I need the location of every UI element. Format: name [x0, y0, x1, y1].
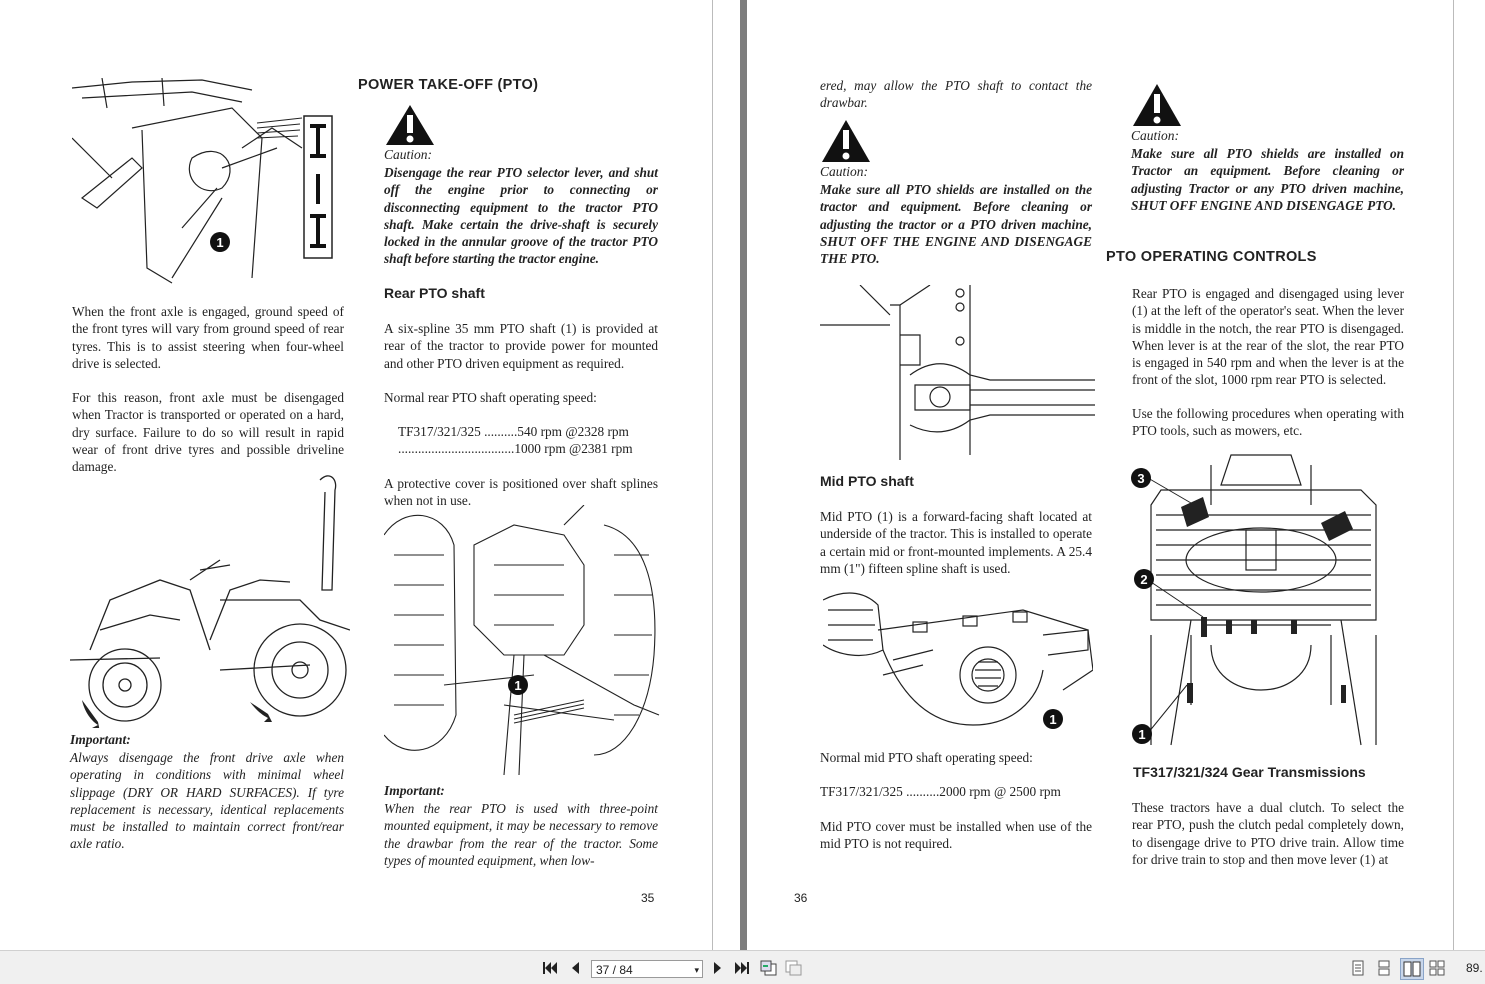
mid-cover-text: Mid PTO cover must be installed when use of the mid PTO is not required.	[820, 819, 1092, 852]
caution-text: Disengage the rear PTO selector lever, and shut off the engine prior to connecting or disconnecting equipment to the tractor PTO shaft. Make certain the drive-shaft is securely locked in the annular groove of the tractor PTO shaft before starting the tractor engine.	[384, 165, 658, 267]
caution-text: Make sure all PTO shields are installed on the tractor and equipment. Before cleaning or adjusting the tractor or a PTO driven machine, SHUT OFF THE ENGINE AND DISENGAGE THE PTO.	[820, 182, 1092, 267]
gear-title: TF317/321/324 Gear Transmissions	[1133, 764, 1366, 780]
rear-pto-text: A six-spline 35 mm PTO shaft (1) is provided at rear of the tractor to provide power for mounted and other PTO driven equipment as required.	[384, 321, 658, 371]
important2-label: Important:	[384, 783, 445, 798]
mid-speed-label: Normal mid PTO shaft operating speed:	[820, 750, 1033, 765]
pto-drawbar-figure	[820, 285, 1095, 460]
last-page-button[interactable]	[733, 959, 751, 977]
previous-page-button[interactable]	[566, 959, 584, 977]
mid-speed-line: TF317/321/325 ..........2000 rpm @ 2500 rpm	[820, 784, 1061, 799]
continuous-view-icon[interactable]	[1377, 960, 1391, 976]
last-page-icon	[734, 961, 750, 975]
first-page-button[interactable]	[541, 959, 559, 977]
previous-page-icon	[569, 961, 581, 975]
important-label: Important:	[70, 732, 131, 747]
procedures-text: Use the following procedures when operating with PTO tools, such as mowers, etc.	[1132, 406, 1404, 439]
caution-label: Caution:	[820, 164, 869, 179]
pdf-toolbar	[0, 950, 1485, 984]
single-page-view-icon[interactable]	[1351, 960, 1365, 976]
previous-view-icon	[760, 960, 778, 976]
section-title: POWER TAKE-OFF (PTO)	[358, 77, 539, 93]
rear-speed-label: Normal rear PTO shaft operating speed:	[384, 390, 597, 405]
important2-text: When the rear PTO is used with three-point mounted equipment, it may be necessary to remove the drawbar from the rear of the tractor. Some types of mounted equipment, when low-	[384, 801, 658, 868]
callout-number: 2	[1140, 572, 1148, 587]
next-view-button[interactable]	[785, 959, 803, 977]
rear-speed-line-1: TF317/321/325 ..........540 rpm @2328 rpm	[398, 424, 629, 439]
page-divider	[1453, 0, 1454, 950]
right-page	[747, 0, 1485, 950]
caution2-text: Make sure all PTO shields are installed on Tractor an equipment. Before cleaning or adjusting Tractor or any PTO driven machine, SHUT OFF ENGINE AND DISENGAGE PTO.	[1131, 146, 1404, 213]
callout-number: 1	[514, 678, 522, 693]
previous-view-button[interactable]	[760, 959, 778, 977]
caution-label: Caution:	[384, 147, 433, 162]
page-number-value: 37 / 84	[596, 963, 633, 977]
mid-pto-title: Mid PTO shaft	[820, 473, 914, 489]
warning-triangle-icon	[384, 103, 436, 147]
callout-number: 1	[1049, 712, 1057, 727]
page-number-field[interactable]	[591, 960, 703, 978]
warning-triangle-icon	[820, 118, 872, 164]
next-view-icon	[785, 960, 803, 976]
page-number: 36	[794, 891, 808, 905]
rear-pto-figure	[384, 505, 664, 780]
tractor-side-figure	[70, 470, 350, 728]
left-page	[0, 0, 740, 950]
callout-number: 1	[1138, 727, 1146, 742]
next-page-button[interactable]	[709, 959, 727, 977]
controls-title: PTO OPERATING CONTROLS	[1106, 249, 1317, 265]
first-page-icon	[542, 961, 558, 975]
two-page-view-button[interactable]	[1400, 958, 1424, 980]
mid-pto-figure	[823, 590, 1093, 735]
two-page-continuous-icon[interactable]	[1429, 960, 1445, 976]
disengage-paragraph: For this reason, front axle must be disengaged when Tractor is transported or operated on a hard, dry surface. Failure to do so will result in rapid wear of front drive tyres and possible driveline damage.	[72, 390, 344, 475]
callout-number: 1	[216, 235, 224, 250]
front-axle-paragraph: When the front axle is engaged, ground speed of the front tyres will vary from ground speed of rear tyres. This is to assist steering when four-wheel drive is selected.	[72, 304, 344, 371]
cover-text: A protective cover is positioned over shaft splines when not in use.	[384, 476, 658, 509]
rear-speed-line-2: ...................................1000 rpm @2381 rpm	[398, 441, 633, 456]
caution2-label: Caution:	[1131, 128, 1180, 143]
continued-text: ered, may allow the PTO shaft to contact the drawbar.	[820, 78, 1092, 111]
rear-pto-title: Rear PTO shaft	[384, 285, 485, 301]
page-number: 35	[641, 891, 655, 905]
important-text: Always disengage the front drive axle when operating in conditions with minimal wheel slippage (DRY OR HARD SURFACES). If tyre replacement is necessary, identical replacements must be installed to maintain correct front/rear axle ratio.	[70, 750, 344, 852]
zoom-level[interactable]: 89.	[1466, 961, 1483, 975]
gear-text: These tractors have a dual clutch. To select the rear PTO, push the clutch pedal completely down, to disengage drive to PTO drive train. Allow time for drive train to stop and then move lever (1) at	[1132, 800, 1404, 867]
chevron-down-icon[interactable]: ▾	[694, 965, 699, 975]
mid-pto-text: Mid PTO (1) is a forward-facing shaft located at underside of the tractor. This is installed to operate a certain mid or front-mounted implements. A 25.4 mm (1") fifteen spline shaft is used.	[820, 509, 1092, 576]
next-page-icon	[712, 961, 724, 975]
callout-number: 3	[1137, 471, 1145, 486]
operator-station-figure	[1131, 445, 1393, 750]
front-axle-lever-figure	[72, 78, 334, 288]
two-page-view-icon	[1402, 961, 1422, 977]
warning-triangle-icon	[1131, 82, 1183, 128]
page-divider	[712, 0, 713, 950]
controls-text: Rear PTO is engaged and disengaged using lever (1) at the left of the operator's seat. When the lever is middle in the notch, the rear PTO is disengaged. When lever is at the rear of the slot, the rear PTO is engaged in 540 rpm and when the lever is at the front of the slot, 1000 rpm rear PTO is selected.	[1132, 286, 1404, 388]
